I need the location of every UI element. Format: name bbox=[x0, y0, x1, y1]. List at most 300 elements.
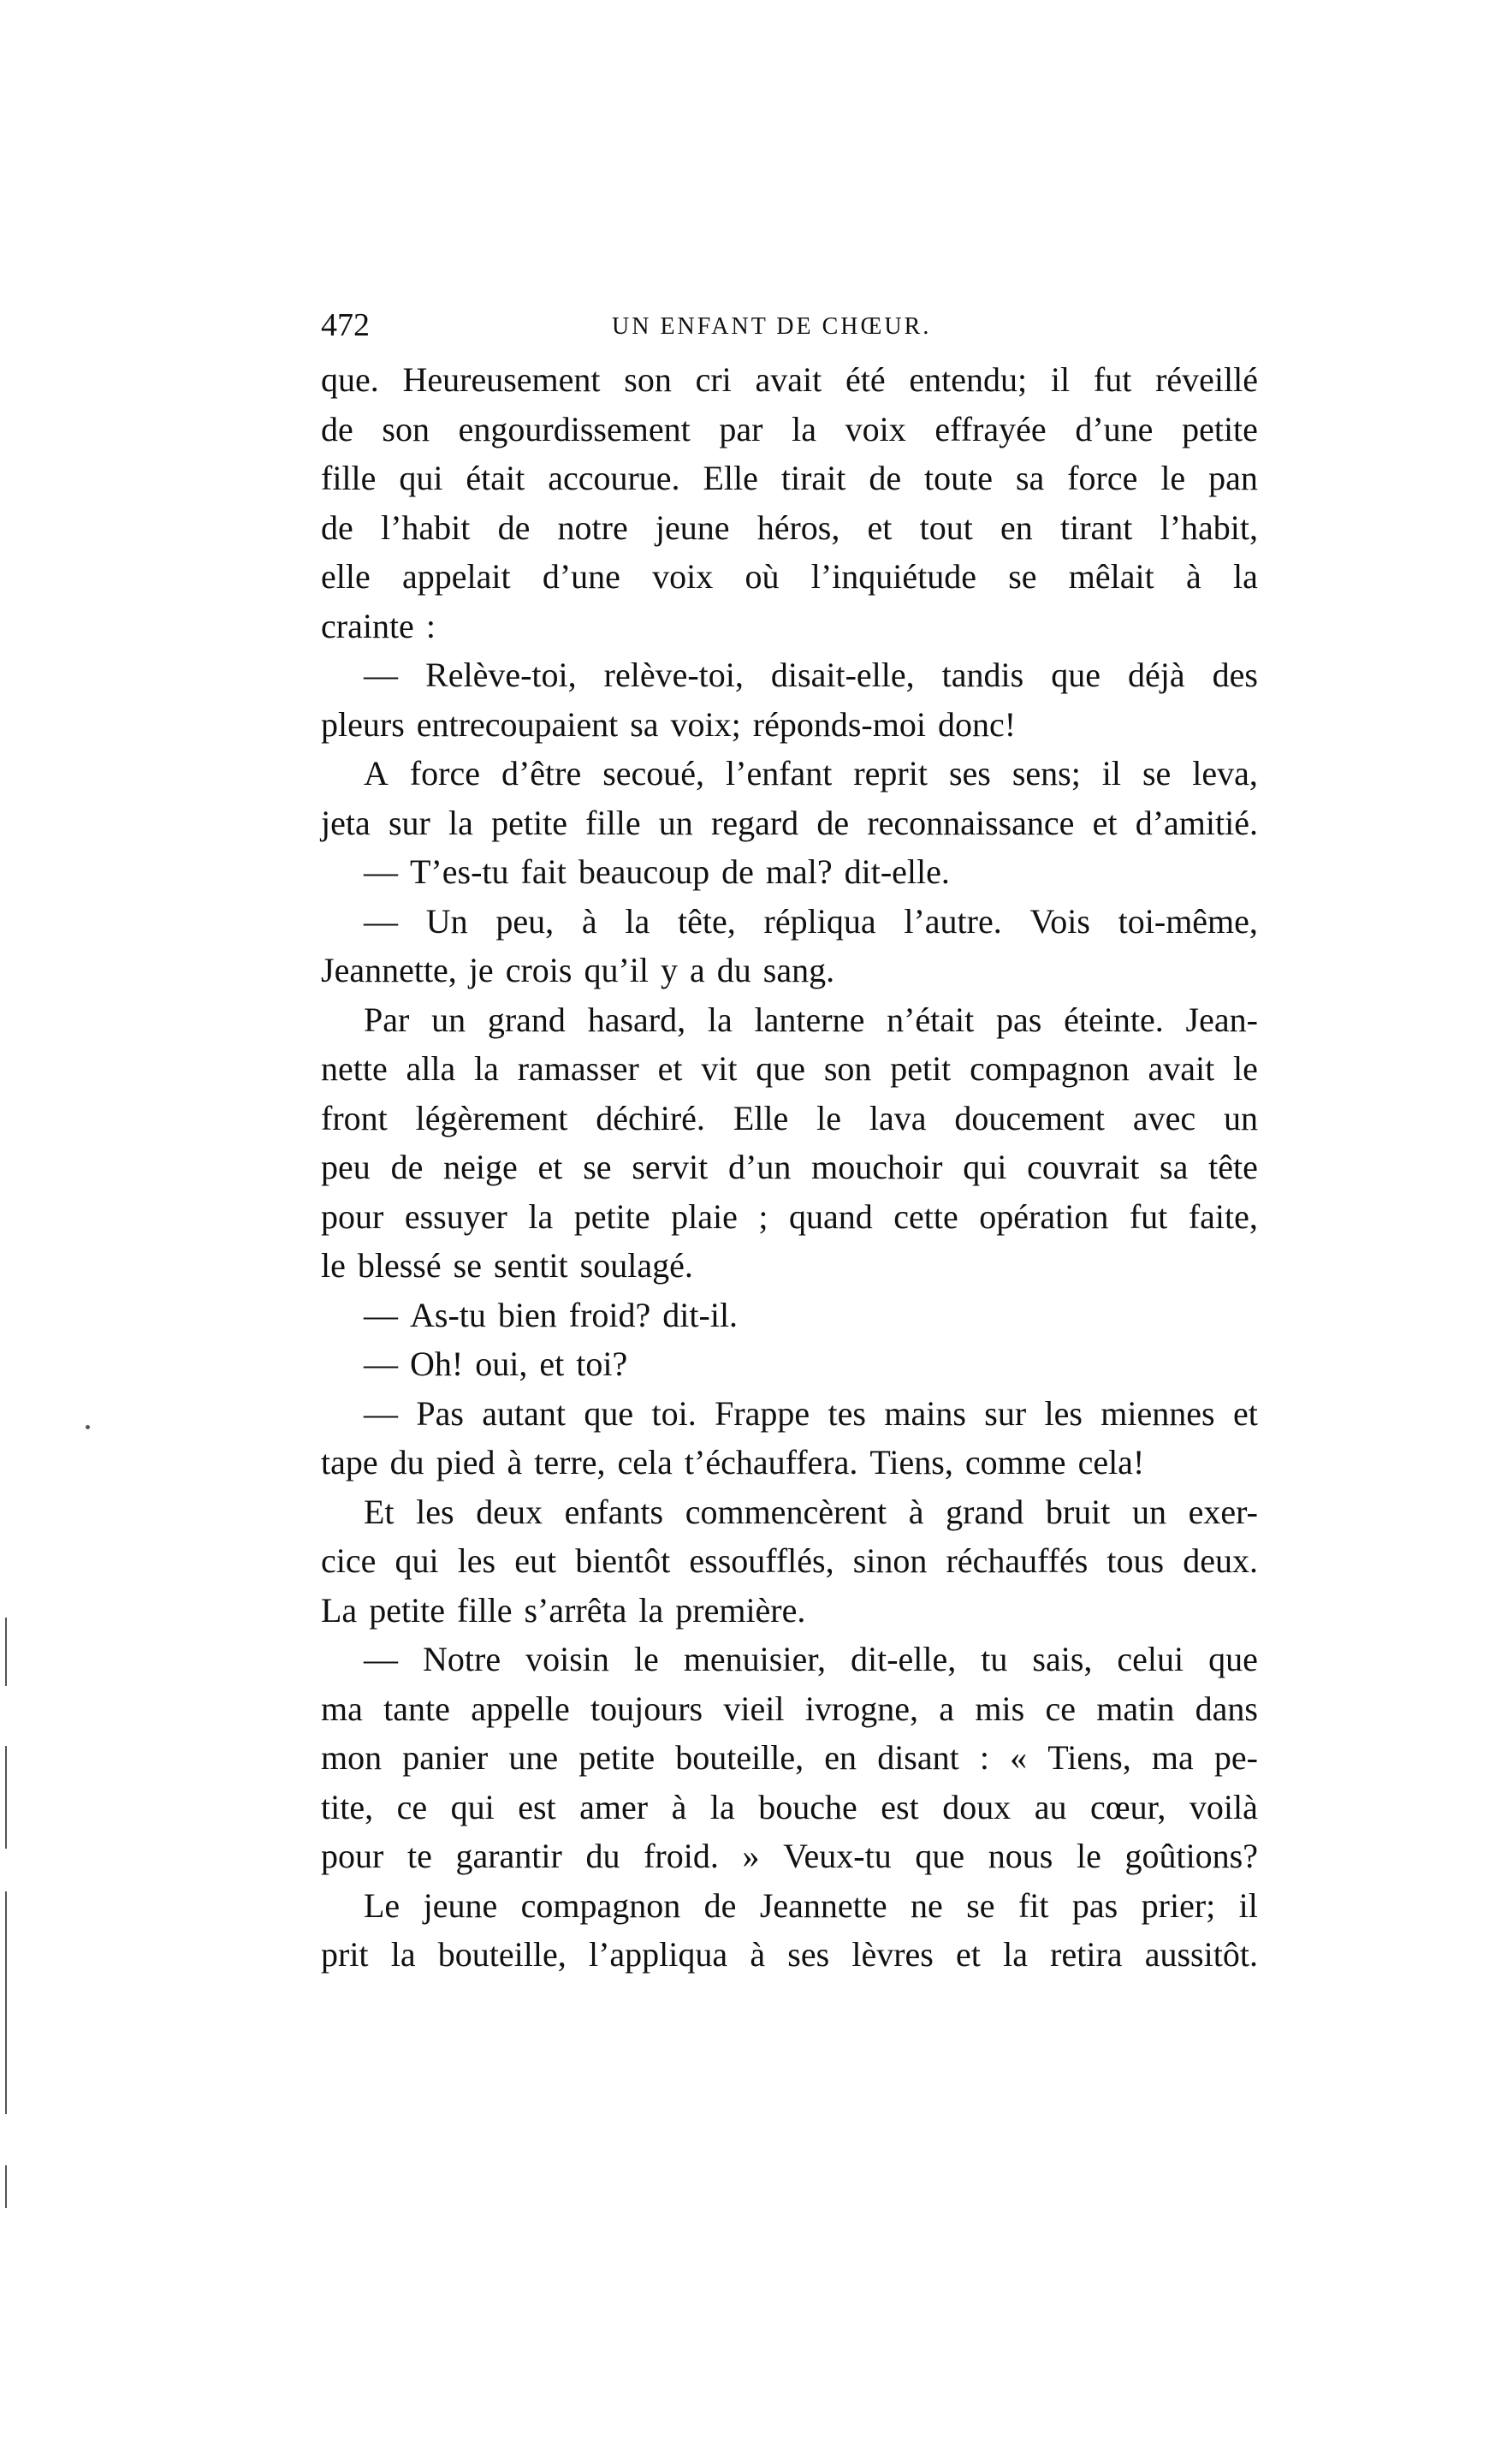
word: petit bbox=[890, 1049, 952, 1088]
word: plaie bbox=[671, 1196, 738, 1236]
word: voix bbox=[652, 557, 714, 596]
word: tirait bbox=[780, 459, 846, 497]
word: La bbox=[321, 1590, 358, 1630]
word: jeune bbox=[423, 1885, 498, 1925]
word: déchiré. bbox=[596, 1098, 705, 1137]
word: Tiens, bbox=[869, 1443, 953, 1481]
word: et bbox=[1232, 1393, 1258, 1433]
word: sa bbox=[630, 704, 659, 744]
word: deux bbox=[476, 1492, 543, 1531]
word: peu, bbox=[495, 901, 555, 941]
word: peu bbox=[321, 1148, 371, 1186]
word: cri bbox=[695, 360, 732, 399]
word: l’inquiétude bbox=[810, 557, 976, 596]
word: son bbox=[624, 360, 672, 399]
text-line bbox=[321, 1930, 1258, 1980]
text-line bbox=[321, 1586, 1258, 1636]
word: réponds-moi bbox=[752, 704, 926, 744]
text-line bbox=[321, 847, 1258, 897]
word: Vois bbox=[1029, 901, 1090, 941]
word: la bbox=[474, 1049, 499, 1088]
word: la bbox=[707, 1000, 733, 1039]
word: de bbox=[816, 803, 850, 842]
word: petite bbox=[1182, 409, 1258, 448]
word: dit-elle. bbox=[844, 852, 950, 891]
word: sinon bbox=[852, 1541, 928, 1580]
word: petite bbox=[573, 1196, 650, 1236]
word: — bbox=[364, 852, 398, 891]
word: vit bbox=[701, 1049, 738, 1088]
word: — bbox=[364, 1393, 398, 1433]
word: mouchoir bbox=[811, 1148, 943, 1186]
word: front bbox=[321, 1098, 388, 1137]
word: Le bbox=[364, 1885, 400, 1925]
page-number: 472 bbox=[321, 307, 370, 343]
word: lava bbox=[869, 1098, 927, 1137]
word: que bbox=[915, 1837, 965, 1875]
word: — bbox=[364, 1640, 398, 1678]
word: l’appliqua bbox=[588, 1935, 728, 1974]
word: Oh! bbox=[410, 1345, 464, 1383]
word: le bbox=[1076, 1837, 1101, 1875]
text-line bbox=[321, 1438, 1258, 1487]
word: neige bbox=[443, 1148, 518, 1186]
word: qui bbox=[395, 1541, 439, 1580]
page-header bbox=[321, 304, 1258, 347]
word: éteinte. bbox=[1064, 1000, 1164, 1039]
word: d’amitié. bbox=[1135, 803, 1258, 842]
word: mis bbox=[975, 1689, 1025, 1728]
word: que bbox=[1208, 1640, 1258, 1678]
word: ce bbox=[1045, 1689, 1076, 1728]
word: et bbox=[657, 1049, 683, 1088]
word: les bbox=[1044, 1393, 1083, 1433]
word: secoué, bbox=[602, 754, 705, 793]
word: nette bbox=[321, 1049, 388, 1088]
word: s’arrêta bbox=[524, 1590, 627, 1630]
word: la bbox=[1003, 1935, 1028, 1974]
word: toi? bbox=[576, 1345, 628, 1383]
word: effrayée bbox=[934, 409, 1047, 448]
word: fut bbox=[1093, 360, 1132, 399]
word: mal? bbox=[765, 852, 833, 891]
word: accourue. bbox=[548, 459, 680, 497]
word: deux. bbox=[1183, 1541, 1258, 1580]
text-line bbox=[321, 355, 1258, 405]
word: sa bbox=[1015, 459, 1045, 497]
text-line bbox=[321, 946, 1258, 995]
word: disait-elle, bbox=[770, 656, 915, 694]
word: qui bbox=[450, 1787, 495, 1826]
word: bien bbox=[497, 1295, 557, 1334]
word: de bbox=[321, 409, 353, 448]
body-text bbox=[321, 355, 1258, 1980]
word: — bbox=[364, 901, 398, 941]
word: que bbox=[1051, 656, 1100, 694]
word: se bbox=[966, 1885, 995, 1925]
word: mon bbox=[321, 1738, 383, 1777]
word: Elle bbox=[733, 1098, 789, 1137]
word: à bbox=[581, 901, 597, 941]
word: amer bbox=[579, 1787, 649, 1826]
word: tout bbox=[919, 508, 973, 547]
word: beaucoup bbox=[578, 852, 710, 891]
word: cœur, bbox=[1089, 1787, 1166, 1826]
word: pied bbox=[436, 1443, 495, 1481]
word: terre, bbox=[534, 1443, 606, 1481]
word: sens; bbox=[1011, 754, 1081, 793]
word: elle bbox=[321, 557, 371, 596]
word: miennes bbox=[1100, 1393, 1215, 1433]
word: en bbox=[824, 1738, 857, 1777]
word: au bbox=[1034, 1787, 1067, 1826]
text-line bbox=[321, 552, 1258, 602]
word: prit bbox=[321, 1935, 369, 1974]
word: déjà bbox=[1127, 656, 1185, 694]
word: Et bbox=[364, 1492, 395, 1531]
word: tes bbox=[828, 1393, 866, 1433]
word: ce bbox=[396, 1787, 428, 1826]
word: crainte bbox=[321, 606, 414, 645]
word: donc! bbox=[937, 704, 1017, 744]
word: d’être bbox=[501, 754, 582, 793]
word: oui, bbox=[475, 1345, 528, 1383]
word: A bbox=[364, 754, 389, 793]
text-line bbox=[321, 700, 1258, 750]
word: tape bbox=[321, 1443, 378, 1481]
word: voix; bbox=[670, 704, 741, 744]
word: lanterne bbox=[754, 1000, 865, 1039]
word: tu bbox=[981, 1640, 1008, 1678]
word: Jeannette bbox=[759, 1885, 887, 1925]
word: Frappe bbox=[715, 1393, 810, 1433]
word: — bbox=[364, 1345, 398, 1383]
word: hasard, bbox=[587, 1000, 686, 1039]
scan-artifact bbox=[5, 1891, 7, 2114]
word: et bbox=[537, 1148, 563, 1186]
word: d’une bbox=[1075, 409, 1154, 448]
word: la bbox=[709, 1787, 735, 1826]
word: se bbox=[1142, 754, 1172, 793]
word: T’es-tu bbox=[410, 852, 509, 891]
word: la bbox=[638, 1590, 664, 1630]
word: cela bbox=[617, 1443, 673, 1481]
word: voix bbox=[845, 409, 906, 448]
text-line bbox=[321, 1339, 1258, 1389]
text-line bbox=[321, 602, 1258, 651]
word: une bbox=[508, 1738, 559, 1777]
word: pour bbox=[321, 1196, 384, 1236]
word: t’échauffera. bbox=[684, 1443, 858, 1481]
word: » bbox=[742, 1837, 760, 1875]
word: Jeannette, bbox=[321, 951, 457, 989]
word: héros, bbox=[756, 508, 840, 547]
word: avec bbox=[1132, 1098, 1196, 1137]
word: fut bbox=[1129, 1196, 1168, 1236]
word: force bbox=[1067, 459, 1138, 497]
word: appelle bbox=[471, 1689, 570, 1728]
word: des bbox=[1212, 656, 1258, 694]
text-line bbox=[321, 1241, 1258, 1291]
word: compagnon bbox=[970, 1049, 1130, 1088]
word: et bbox=[1092, 803, 1118, 842]
word: tête, bbox=[678, 901, 736, 941]
word: toi-même, bbox=[1118, 901, 1258, 941]
word: soulagé. bbox=[579, 1246, 693, 1285]
word: du bbox=[585, 1837, 620, 1875]
word: opération bbox=[979, 1196, 1109, 1236]
word: dans bbox=[1195, 1689, 1258, 1728]
word: sais, bbox=[1032, 1640, 1093, 1678]
word: reconnaissance bbox=[867, 803, 1075, 842]
word: de bbox=[497, 508, 531, 547]
word: faite, bbox=[1188, 1196, 1258, 1236]
word: couvrait bbox=[1027, 1148, 1140, 1186]
word: ne bbox=[911, 1885, 943, 1925]
word: a bbox=[690, 951, 705, 989]
word: entendu; bbox=[909, 360, 1028, 399]
word: lèvres bbox=[851, 1935, 934, 1974]
text-line bbox=[321, 503, 1258, 553]
word: bouteille, bbox=[437, 1935, 567, 1974]
word: toi. bbox=[651, 1393, 697, 1433]
word: à bbox=[507, 1443, 523, 1481]
word: force bbox=[409, 754, 481, 793]
word: à bbox=[671, 1787, 687, 1826]
word: le bbox=[1160, 459, 1186, 497]
text-line bbox=[321, 1291, 1258, 1340]
word: à bbox=[750, 1935, 766, 1974]
word: le bbox=[816, 1098, 842, 1137]
word: entrecoupaient bbox=[416, 704, 619, 744]
word: de bbox=[721, 852, 754, 891]
word: du bbox=[389, 1443, 424, 1481]
text-line bbox=[321, 1684, 1258, 1734]
word: réchauffés bbox=[946, 1541, 1089, 1580]
word: bruit bbox=[1045, 1492, 1111, 1531]
word: le bbox=[321, 1246, 346, 1285]
word: ma bbox=[321, 1689, 363, 1728]
word: pas bbox=[1071, 1885, 1118, 1925]
word: Un bbox=[425, 901, 468, 941]
word: alla bbox=[406, 1049, 456, 1088]
word: Tiens, bbox=[1047, 1738, 1131, 1777]
text-line bbox=[321, 1487, 1258, 1537]
word: pour bbox=[321, 1837, 384, 1875]
word: froid. bbox=[644, 1837, 719, 1875]
word: Heureusement bbox=[402, 360, 601, 399]
scan-artifact bbox=[5, 1618, 7, 1686]
word: fait bbox=[520, 852, 567, 891]
word: son bbox=[823, 1049, 872, 1088]
word: As-tu bbox=[410, 1295, 486, 1334]
scan-artifact bbox=[5, 1746, 7, 1849]
word: un bbox=[1223, 1098, 1258, 1137]
word: petite bbox=[491, 803, 567, 842]
word: goûtions? bbox=[1124, 1837, 1258, 1875]
word: se bbox=[1008, 557, 1037, 596]
word: y bbox=[661, 951, 678, 989]
word: la bbox=[792, 409, 816, 448]
word: ma bbox=[1151, 1738, 1194, 1777]
word: jeune bbox=[655, 508, 730, 547]
word: cette bbox=[893, 1196, 958, 1236]
word: eut bbox=[514, 1541, 557, 1580]
word: la bbox=[448, 803, 473, 842]
word: était bbox=[466, 459, 525, 497]
word: essoufflés, bbox=[689, 1541, 834, 1580]
word: Elle bbox=[703, 459, 758, 497]
word: sur bbox=[984, 1393, 1027, 1433]
word: toute bbox=[924, 459, 994, 497]
word: réveillé bbox=[1155, 360, 1258, 399]
word: retira bbox=[1050, 1935, 1123, 1974]
word: sang. bbox=[762, 951, 835, 989]
word: Relève-toi, bbox=[425, 656, 577, 694]
text-line bbox=[321, 749, 1258, 799]
word: se bbox=[453, 1246, 482, 1285]
word: doucement bbox=[954, 1098, 1105, 1137]
word: la bbox=[625, 901, 650, 941]
word: quand bbox=[788, 1196, 873, 1236]
word: ; bbox=[758, 1196, 768, 1236]
word: Pas bbox=[416, 1393, 464, 1433]
text-line bbox=[321, 1536, 1258, 1586]
word: et bbox=[867, 508, 893, 547]
word: de bbox=[869, 459, 902, 497]
word: a bbox=[939, 1689, 955, 1728]
word: petite bbox=[578, 1738, 656, 1777]
word: son bbox=[382, 409, 430, 448]
word: toujours bbox=[590, 1689, 703, 1728]
word: à bbox=[1186, 557, 1201, 596]
word: Veux-tu bbox=[783, 1837, 892, 1875]
word: tite, bbox=[321, 1787, 374, 1826]
word: de bbox=[321, 508, 353, 547]
word: ses bbox=[948, 754, 991, 793]
word: l’habit bbox=[380, 508, 471, 547]
word: pe- bbox=[1213, 1738, 1258, 1777]
word: est bbox=[518, 1787, 556, 1826]
word: — bbox=[364, 656, 398, 694]
word: qui bbox=[963, 1148, 1007, 1186]
word: enfants bbox=[564, 1492, 664, 1531]
word: avait bbox=[1148, 1049, 1215, 1088]
word: cela! bbox=[1077, 1443, 1145, 1481]
word: appelait bbox=[401, 557, 511, 596]
word: grand bbox=[487, 1000, 566, 1039]
word: vieil bbox=[723, 1689, 785, 1728]
word: sentit bbox=[493, 1246, 568, 1285]
word: comme bbox=[964, 1443, 1066, 1481]
word: blessé bbox=[357, 1246, 442, 1285]
word: bouteille, bbox=[675, 1738, 804, 1777]
word: se bbox=[583, 1148, 612, 1186]
text-line bbox=[321, 995, 1258, 1045]
word: grand bbox=[946, 1492, 1024, 1531]
word: tandis bbox=[941, 656, 1024, 694]
word: et bbox=[956, 1935, 981, 1974]
text-line bbox=[321, 1733, 1258, 1783]
text-line bbox=[321, 1635, 1258, 1684]
word: répliqua bbox=[763, 901, 876, 941]
word: commencèrent bbox=[685, 1492, 887, 1531]
word: celui bbox=[1117, 1640, 1184, 1678]
word: l’autre. bbox=[904, 901, 1002, 941]
word: matin bbox=[1096, 1689, 1175, 1728]
word: nous bbox=[988, 1837, 1053, 1875]
word: dit-elle, bbox=[850, 1640, 957, 1678]
word: pas bbox=[996, 1000, 1042, 1039]
word: petite bbox=[369, 1590, 446, 1630]
text-line bbox=[321, 1143, 1258, 1192]
word: que. bbox=[321, 360, 379, 399]
word: voisin bbox=[525, 1640, 609, 1678]
word: disant bbox=[877, 1738, 959, 1777]
text-line bbox=[321, 1094, 1258, 1143]
word: il bbox=[1050, 360, 1071, 399]
word: essuyer bbox=[404, 1196, 507, 1236]
word: pan bbox=[1208, 459, 1258, 497]
text-line bbox=[321, 1192, 1258, 1242]
word: il bbox=[1238, 1885, 1258, 1925]
word: que bbox=[584, 1393, 634, 1433]
text-line bbox=[321, 1881, 1258, 1931]
word: l’habit, bbox=[1160, 508, 1258, 547]
scan-artifact bbox=[5, 2165, 7, 2208]
word: sur bbox=[388, 803, 430, 842]
text-line bbox=[321, 799, 1258, 848]
word: bientôt bbox=[575, 1541, 671, 1580]
word: relève-toi, bbox=[603, 656, 744, 694]
word: fille bbox=[321, 459, 377, 497]
word: fille bbox=[457, 1590, 513, 1630]
word: mains bbox=[884, 1393, 966, 1433]
word: Jean- bbox=[1185, 1000, 1258, 1039]
word: Par bbox=[364, 1000, 410, 1039]
word: d’une bbox=[542, 557, 620, 596]
text-line bbox=[321, 1389, 1258, 1439]
word: : bbox=[979, 1738, 989, 1777]
word: menuisier, bbox=[683, 1640, 826, 1678]
word: te bbox=[406, 1837, 432, 1875]
word: la bbox=[528, 1196, 554, 1236]
word: qui bbox=[399, 459, 443, 497]
running-title: UN ENFANT DE CHŒUR. bbox=[612, 313, 932, 340]
text-line bbox=[321, 1044, 1258, 1094]
word: ses bbox=[787, 1935, 830, 1974]
word: il bbox=[1101, 754, 1122, 793]
word: prier; bbox=[1141, 1885, 1216, 1925]
word: aussitôt. bbox=[1144, 1935, 1258, 1974]
word: « bbox=[1010, 1738, 1028, 1777]
word: avait bbox=[755, 360, 822, 399]
word: un bbox=[1131, 1492, 1166, 1531]
word: que bbox=[756, 1049, 806, 1088]
word: sa bbox=[1160, 1148, 1189, 1186]
word: leva, bbox=[1192, 754, 1258, 793]
word: reprit bbox=[853, 754, 928, 793]
word: je bbox=[468, 951, 494, 989]
word: jeta bbox=[321, 803, 371, 842]
word: de bbox=[703, 1885, 737, 1925]
text-line bbox=[321, 1832, 1258, 1881]
word: crois bbox=[505, 951, 572, 989]
word: à bbox=[908, 1492, 924, 1531]
text-line bbox=[321, 454, 1258, 503]
word: doux bbox=[942, 1787, 1011, 1826]
word: bouche bbox=[758, 1787, 857, 1826]
